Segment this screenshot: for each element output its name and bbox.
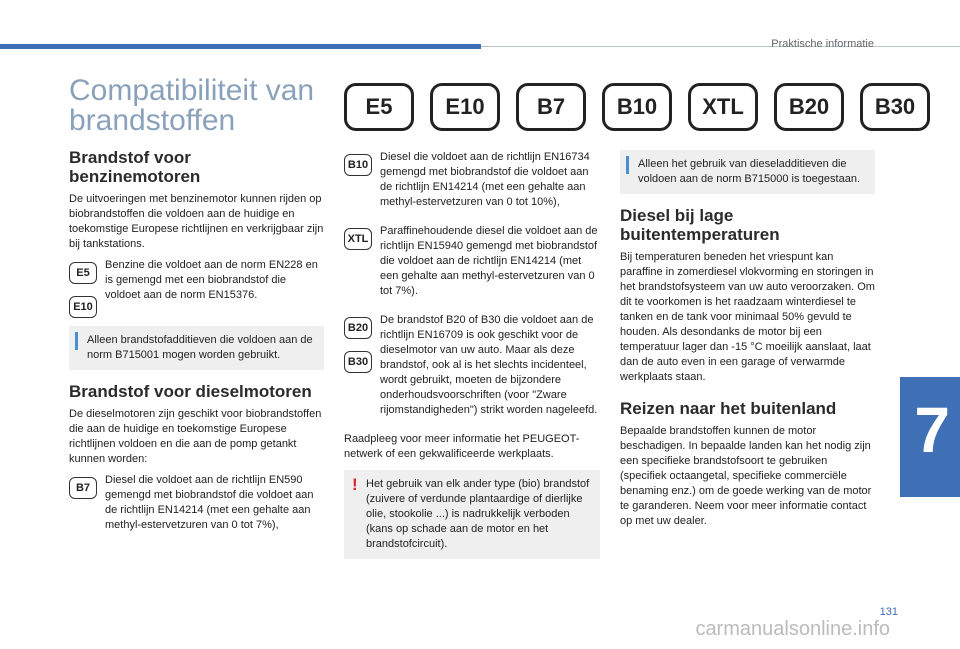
fuel-badge-b10: B10 — [602, 83, 672, 131]
column-left — [69, 76, 324, 547]
badge-xtl: XTL — [344, 228, 372, 250]
badge-b10: B10 — [344, 154, 372, 176]
petrol-fuel-row — [69, 258, 324, 318]
warning-icon: ! — [352, 475, 358, 494]
column-right — [620, 150, 875, 535]
b10-row — [344, 150, 600, 216]
badge-e5: E5 — [69, 262, 97, 284]
petrol-info-box — [69, 326, 324, 370]
petrol-heading: Brandstof voor benzinemotoren — [69, 148, 201, 186]
badge-b7: B7 — [69, 477, 97, 499]
diesel-heading: Brandstof voor dieselmotoren — [69, 382, 312, 401]
section-label: Praktische informatie — [771, 38, 874, 50]
badge-b20: B20 — [344, 317, 372, 339]
info-icon — [75, 332, 78, 350]
xtl-row — [344, 224, 600, 305]
petrol-fuel-text: Benzine die voldoet aan de norm EN228 en is gemengd met een biobrandstof die voldoet aan de norm EN15376. — [105, 259, 318, 301]
diesel-intro: De dieselmotoren zijn geschikt voor biobrandstoffen die aan de huidige en toekomstige Europese richtlijnen voldoen en die aan de pomp getankt kunnen worden: — [69, 408, 322, 465]
warning-box — [344, 470, 600, 559]
cold-text: Bij temperaturen beneden het vriespunt kan paraffine in zomerdiesel vlokvorming en storingen in het brandstofsysteem van uw auto veroorzaken. Om dit te voorkomen is het raadzaam winterdiesel te tanken en de tank voor minimaal 50% gevuld te houden. Als desondanks de motor bij een temperatuur lager dan -15 °C moeilijk aanslaat, laat dan de auto even in een garage of verwarmde werkplaats staan. — [620, 251, 875, 383]
petrol-info-text: Alleen brandstofadditieven die voldoen aan de norm B715001 mogen worden gebruikt. — [87, 334, 313, 361]
abroad-text: Bepaalde brandstoffen kunnen de motor beschadigen. In bepaalde landen kan het nodig zijn een specifieke brandstofsoort te gebruiken (specifiek octaangetal, specifieke commerciële benaming enz.) om de goede werking van de motor te garanderen. Neem voor meer informatie contact op met uw dealer. — [620, 425, 872, 527]
watermark: carmanualsonline.info — [695, 618, 890, 640]
chapter-number: 7 — [914, 394, 950, 466]
page-title: Compatibiliteit van brandstoffen — [69, 74, 315, 137]
abroad-heading: Reizen naar het buitenland — [620, 399, 837, 418]
dealer-note: Raadpleeg voor meer informatie het PEUGEOT-netwerk of een gekwalificeerde werkplaats. — [344, 433, 580, 460]
b7-text: Diesel die voldoet aan de richtlijn EN590 gemengd met biobrandstof die voldoet aan de richtlijn EN14214 (met een gehalte aan methyl-estervetzuren van 0 tot 7%), — [105, 474, 314, 531]
fuel-badge-e10: E10 — [430, 83, 500, 131]
b10-text: Diesel die voldoet aan de richtlijn EN16734 gemengd met biobrandstof die voldoet aan de richtlijn EN14214 (met een gehalte aan methyl-estervetzuren van 0 tot 10%), — [380, 151, 590, 208]
fuel-badge-e5: E5 — [344, 83, 414, 131]
fuel-badge-xtl: XTL — [688, 83, 758, 131]
petrol-intro: De uitvoeringen met benzinemotor kunnen rijden op biobrandstoffen die voldoen aan de huidige en toekomstige Europese richtlijnen en verkrijgbaar zijn bij tankstations. — [69, 193, 324, 250]
fuel-badge-strip — [344, 83, 930, 131]
column-middle — [344, 150, 600, 567]
badge-e10: E10 — [69, 296, 97, 318]
b20-text: De brandstof B20 of B30 die voldoet aan de richtlijn EN16709 is ook geschikt voor de dieselmotor van uw auto. Maar als deze brandstof, ook al is het slechts incidenteel, wordt gebruikt, moeten de bijzondere onderhoudsvoorschriften (voor "Zware rijomstandigheden") strikt worden nageleefd. — [380, 314, 598, 416]
b20-row — [344, 313, 600, 424]
header-accent-bar — [0, 44, 481, 49]
fuel-badge-b30: B30 — [860, 83, 930, 131]
header-rule — [481, 46, 960, 47]
cold-heading: Diesel bij lage buitentemperaturen — [620, 206, 780, 244]
info-icon — [626, 156, 629, 174]
warning-text: Het gebruik van elk ander type (bio) brandstof (zuivere of verdunde plantaardige of dierlijke olie, stookolie ...) is nadrukkelijk verboden (kans op schade aan de motor en het brandstofcircuit). — [366, 478, 590, 550]
fuel-badge-b20: B20 — [774, 83, 844, 131]
xtl-text: Paraffinehoudende diesel die voldoet aan de richtlijn EN15940 gemengd met biobrandstof die voldoet aan de richtlijn EN14214 (met een gehalte aan methyl-estervetzuren van 0 tot 7%). — [380, 225, 598, 297]
diesel-info-text: Alleen het gebruik van dieseladditieven die voldoen aan de norm B715000 is toegestaan. — [638, 158, 860, 185]
fuel-badge-b7: B7 — [516, 83, 586, 131]
b7-row — [69, 473, 324, 539]
page-number: 131 — [879, 606, 898, 618]
badge-b30: B30 — [344, 351, 372, 373]
diesel-info-box — [620, 150, 875, 194]
